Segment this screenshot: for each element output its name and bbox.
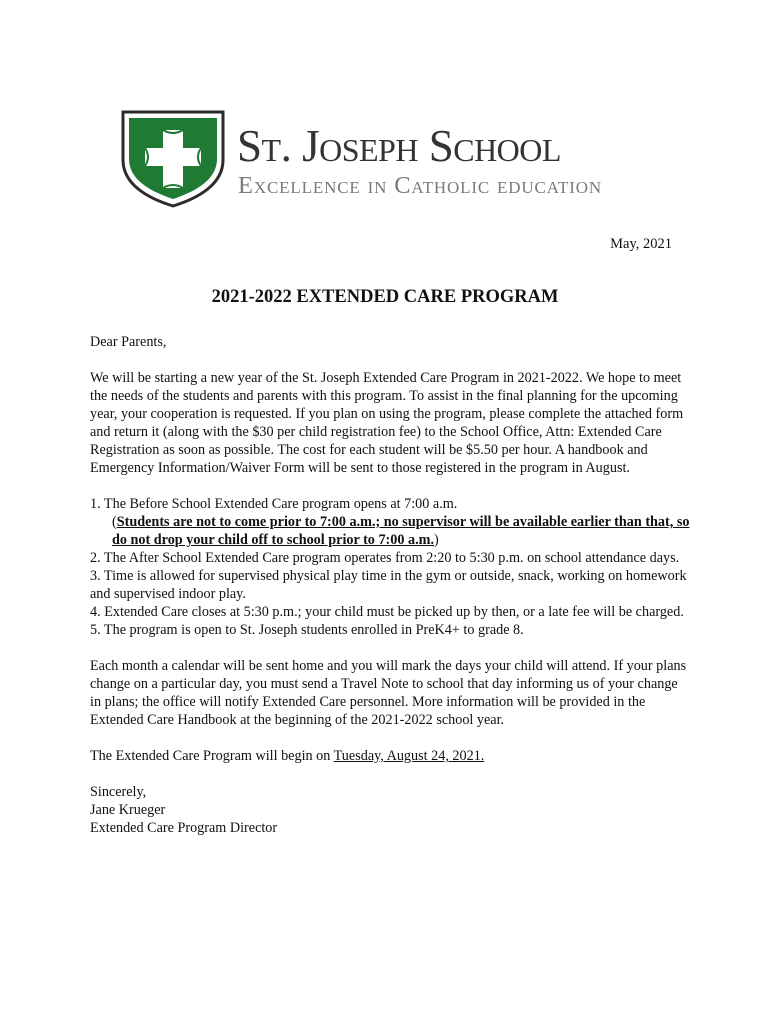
school-motto: Excellence in Catholic education (238, 172, 602, 199)
start-date-paragraph (90, 747, 690, 765)
intro-paragraph: We will be starting a new year of the St. Joseph Extended Care Program in 2021-2022. We hope to meet the needs of the students and parents with this program. To assist in the final planning for the upcoming year, your cooperation is requested. If you plan on using the program, please complete the attached form and return it (along with the $30 per child registration fee) to the School Office, Attn: Extended Care Registration as soon as possible. The cost for each student will be $5.50 per hour. A handbook and Emergency Information/Waiver Form will be sent to those registered in the program in August. (90, 370, 684, 476)
warning-text: Students are not to come prior to 7:00 a.m.; no supervisor will be available earlier than that, so do not drop your child off to school prior to 7:00 a.m. (112, 514, 690, 548)
start-date: Tuesday, August 24, 2021. (333, 748, 485, 764)
letter-date: May, 2021 (610, 236, 672, 252)
school-name: St. Joseph School (237, 121, 561, 171)
start-date-prefix: The Extended Care Program will begin on (90, 748, 334, 764)
signoff (90, 783, 690, 837)
list-item: 3. Time is allowed for supervised physical play time in the gym or outside, snack, working on homework and supervised indoor play. (90, 568, 687, 602)
list-item: 1. The Before School Extended Care program opens at 7:00 a.m. (90, 496, 458, 512)
program-details-list (90, 495, 690, 639)
letterhead (119, 108, 699, 208)
signer-role: Extended Care Program Director (90, 820, 278, 836)
shield-cross-icon (119, 108, 227, 208)
list-item: 4. Extended Care closes at 5:30 p.m.; your child must be picked up by then, or a late fee will be charged. (90, 604, 684, 620)
list-item: 5. The program is open to St. Joseph students enrolled in PreK4+ to grade 8. (90, 622, 524, 638)
closing: Sincerely, (90, 784, 147, 800)
list-item: 2. The After School Extended Care program operates from 2:20 to 5:30 p.m. on school attendance days. (90, 550, 680, 566)
salutation: Dear Parents, (90, 334, 167, 350)
letter-body (90, 333, 690, 837)
signer-name: Jane Krueger (90, 802, 166, 818)
warning-close-paren: ) (434, 532, 439, 548)
letter-title: 2021-2022 EXTENDED CARE PROGRAM (211, 287, 559, 307)
calendar-paragraph: Each month a calendar will be sent home and you will mark the days your child will attend. If your plans change on a particular day, you must send a Travel Note to school that day informing us of your change in plans; the office will notify Extended Care personnel. More information will be provided in the Extended Care Handbook at the beginning of the 2021-2022 school year. (90, 658, 687, 728)
warning-open-paren: ( (112, 514, 117, 530)
arrival-warning (90, 513, 690, 549)
